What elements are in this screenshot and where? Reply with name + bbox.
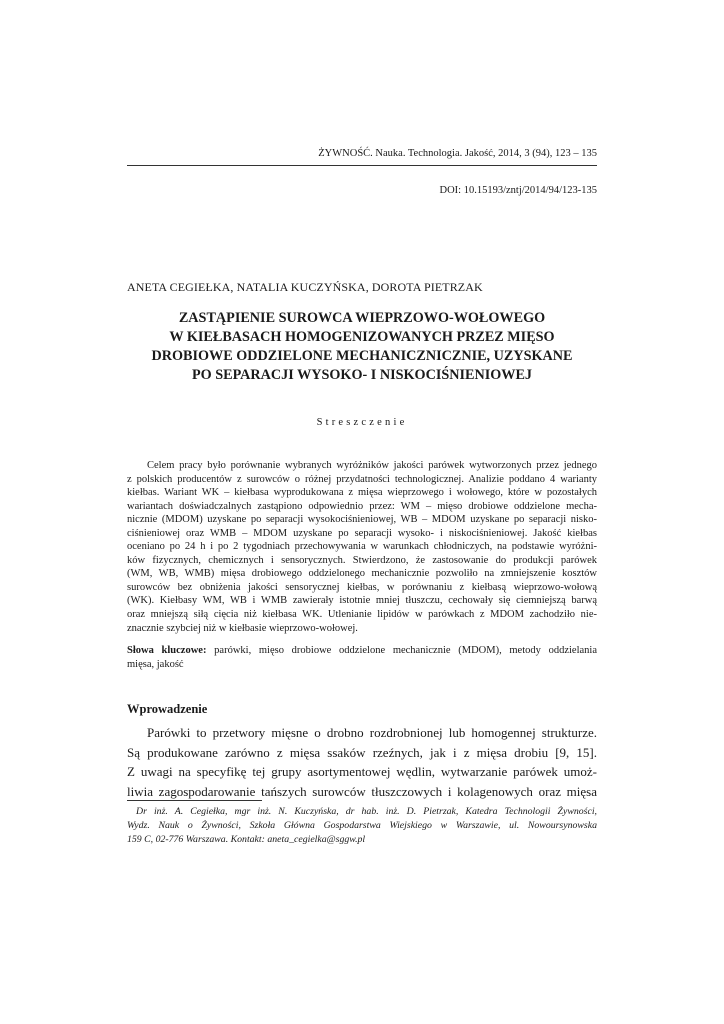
introduction-body	[127, 723, 597, 801]
doi[interactable]: DOI: 10.15193/zntj/2014/94/123-135	[439, 185, 597, 196]
body-line: liwia zagospodarowanie tańszych surowców tłuszczowych i kolagenowych oraz mięsa	[127, 783, 597, 799]
abstract-line: (WK). Kiełbasy WM, WB i WMB zawierały istotnie mniej tłuszczu, cechowały się ciemniejszą barwą	[127, 595, 597, 607]
keywords-text: parówki, mięso drobiowe oddzielone mechanicznie (MDOM), metody oddzielania	[206, 645, 597, 656]
title-line: DROBIOWE ODDZIELONE MECHANICZNICZNIE, UZYSKANE	[151, 348, 573, 364]
body-line: Są produkowane zarówno z mięsa ssaków rzeźnych, jak i z mięsa drobiu [9, 15].	[127, 744, 597, 760]
title-line: PO SEPARACJI WYSOKO- I NISKOCIŚNIENIOWEJ	[191, 367, 533, 383]
abstract-line: oraz mniejszą siłą cięcia niż kiełbasa WK. Utlenianie lipidów w parówkach z MDOM zachodziło nie-	[127, 609, 597, 621]
section-heading-introduction: Wprowadzenie	[127, 702, 208, 716]
author-affiliation-footnote	[127, 805, 597, 847]
header-rule	[127, 165, 597, 166]
abstract-line: z polskich producentów z surowców o różnej przydatności technologicznej. Analizie poddano 4 warianty	[127, 473, 597, 485]
journal-citation: ŻYWNOŚĆ. Nauka. Technologia. Jakość, 2014, 3 (94), 123 – 135	[318, 148, 597, 159]
body-line: Z uwagi na specyfikę tej grupy asortymentowej wędlin, wytwarzanie parówek umoż-	[127, 764, 597, 779]
title-line: W KIEŁBASACH HOMOGENIZOWANYCH PRZEZ MIĘSO	[169, 329, 555, 345]
abstract-line: znacznie szybciej niż w kiełbasie wieprzowo-wołowej.	[127, 622, 358, 634]
body-line: Parówki to przetwory mięsne o drobno rozdrobnionej lub homogennej strukturze.	[147, 725, 597, 740]
keywords-label: Słowa kluczowe:	[127, 645, 207, 656]
abstract-line: ciśnieniowej oraz WMB – MDOM uzyskane po separacji wysoko- i niskociśnieniowej. Jakość kiełbas	[127, 527, 597, 539]
abstract-line: (WM, WB, WMB) mięsa drobiowego oddzielonego mechanicznie pozwoliło na zmniejszenie kosztów	[127, 568, 597, 580]
abstract-line: Celem pracy było porównanie wybranych wyróżników jakości parówek wytworzonych przez jednego	[147, 460, 597, 471]
footnote-rule	[127, 800, 262, 801]
footnote-line: Dr inż. A. Cegiełka, mgr inż. N. Kuczyńska, dr hab. inż. D. Pietrzak, Katedra Technologii Żywności,	[136, 806, 597, 817]
abstract-line: nicznie (MDOM) uzyskane po separacji wysokociśnieniowej, WB – MDOM uzyskane po separacji nisko-	[127, 514, 597, 526]
keywords	[127, 644, 597, 671]
footnote-line: Wydz. Nauk o Żywności, Szkoła Główna Gospodarstwa Wiejskiego w Warszawie, ul. Nowoursynowska	[127, 820, 597, 831]
keywords-line: mięsa, jakość	[127, 658, 184, 670]
abstract-line: surowców bez obniżenia jakości sensorycznej kiełbas, w porównaniu z kiełbasą wieprzowo-wołową	[127, 581, 597, 593]
abstract-line: kiełbas. Wariant WK – kiełbasa wyprodukowana z mięsa wieprzowego i wołowego, które w pozostałych	[127, 487, 597, 499]
footnote-line: 159 C, 02-776 Warszawa. Kontakt: aneta_cegielka@sggw.pl	[127, 834, 366, 845]
abstract-line: oceniano po 24 h i po 2 tygodniach przechowywania w warunkach chłodniczych, na podstawie wyróżni-	[127, 541, 597, 553]
abstract-line: ków fizycznych, chemicznych i sensorycznych. Stwierdzono, że zastosowanie do produkcji parówek	[127, 554, 597, 566]
title-line: ZASTĄPIENIE SUROWCA WIEPRZOWO-WOŁOWEGO	[178, 310, 546, 326]
abstract-heading: Streszczenie	[316, 417, 408, 428]
keywords-line	[127, 644, 597, 658]
abstract-line: wariantach doświadczalnych zastąpiono odpowiednio przez: WM – mięso drobiowe oddzielone mecha-	[127, 500, 597, 512]
article-title	[127, 309, 597, 385]
abstract-body	[127, 459, 597, 635]
authors: ANETA CEGIEŁKA, NATALIA KUCZYŃSKA, DOROTA PIETRZAK	[127, 280, 483, 294]
